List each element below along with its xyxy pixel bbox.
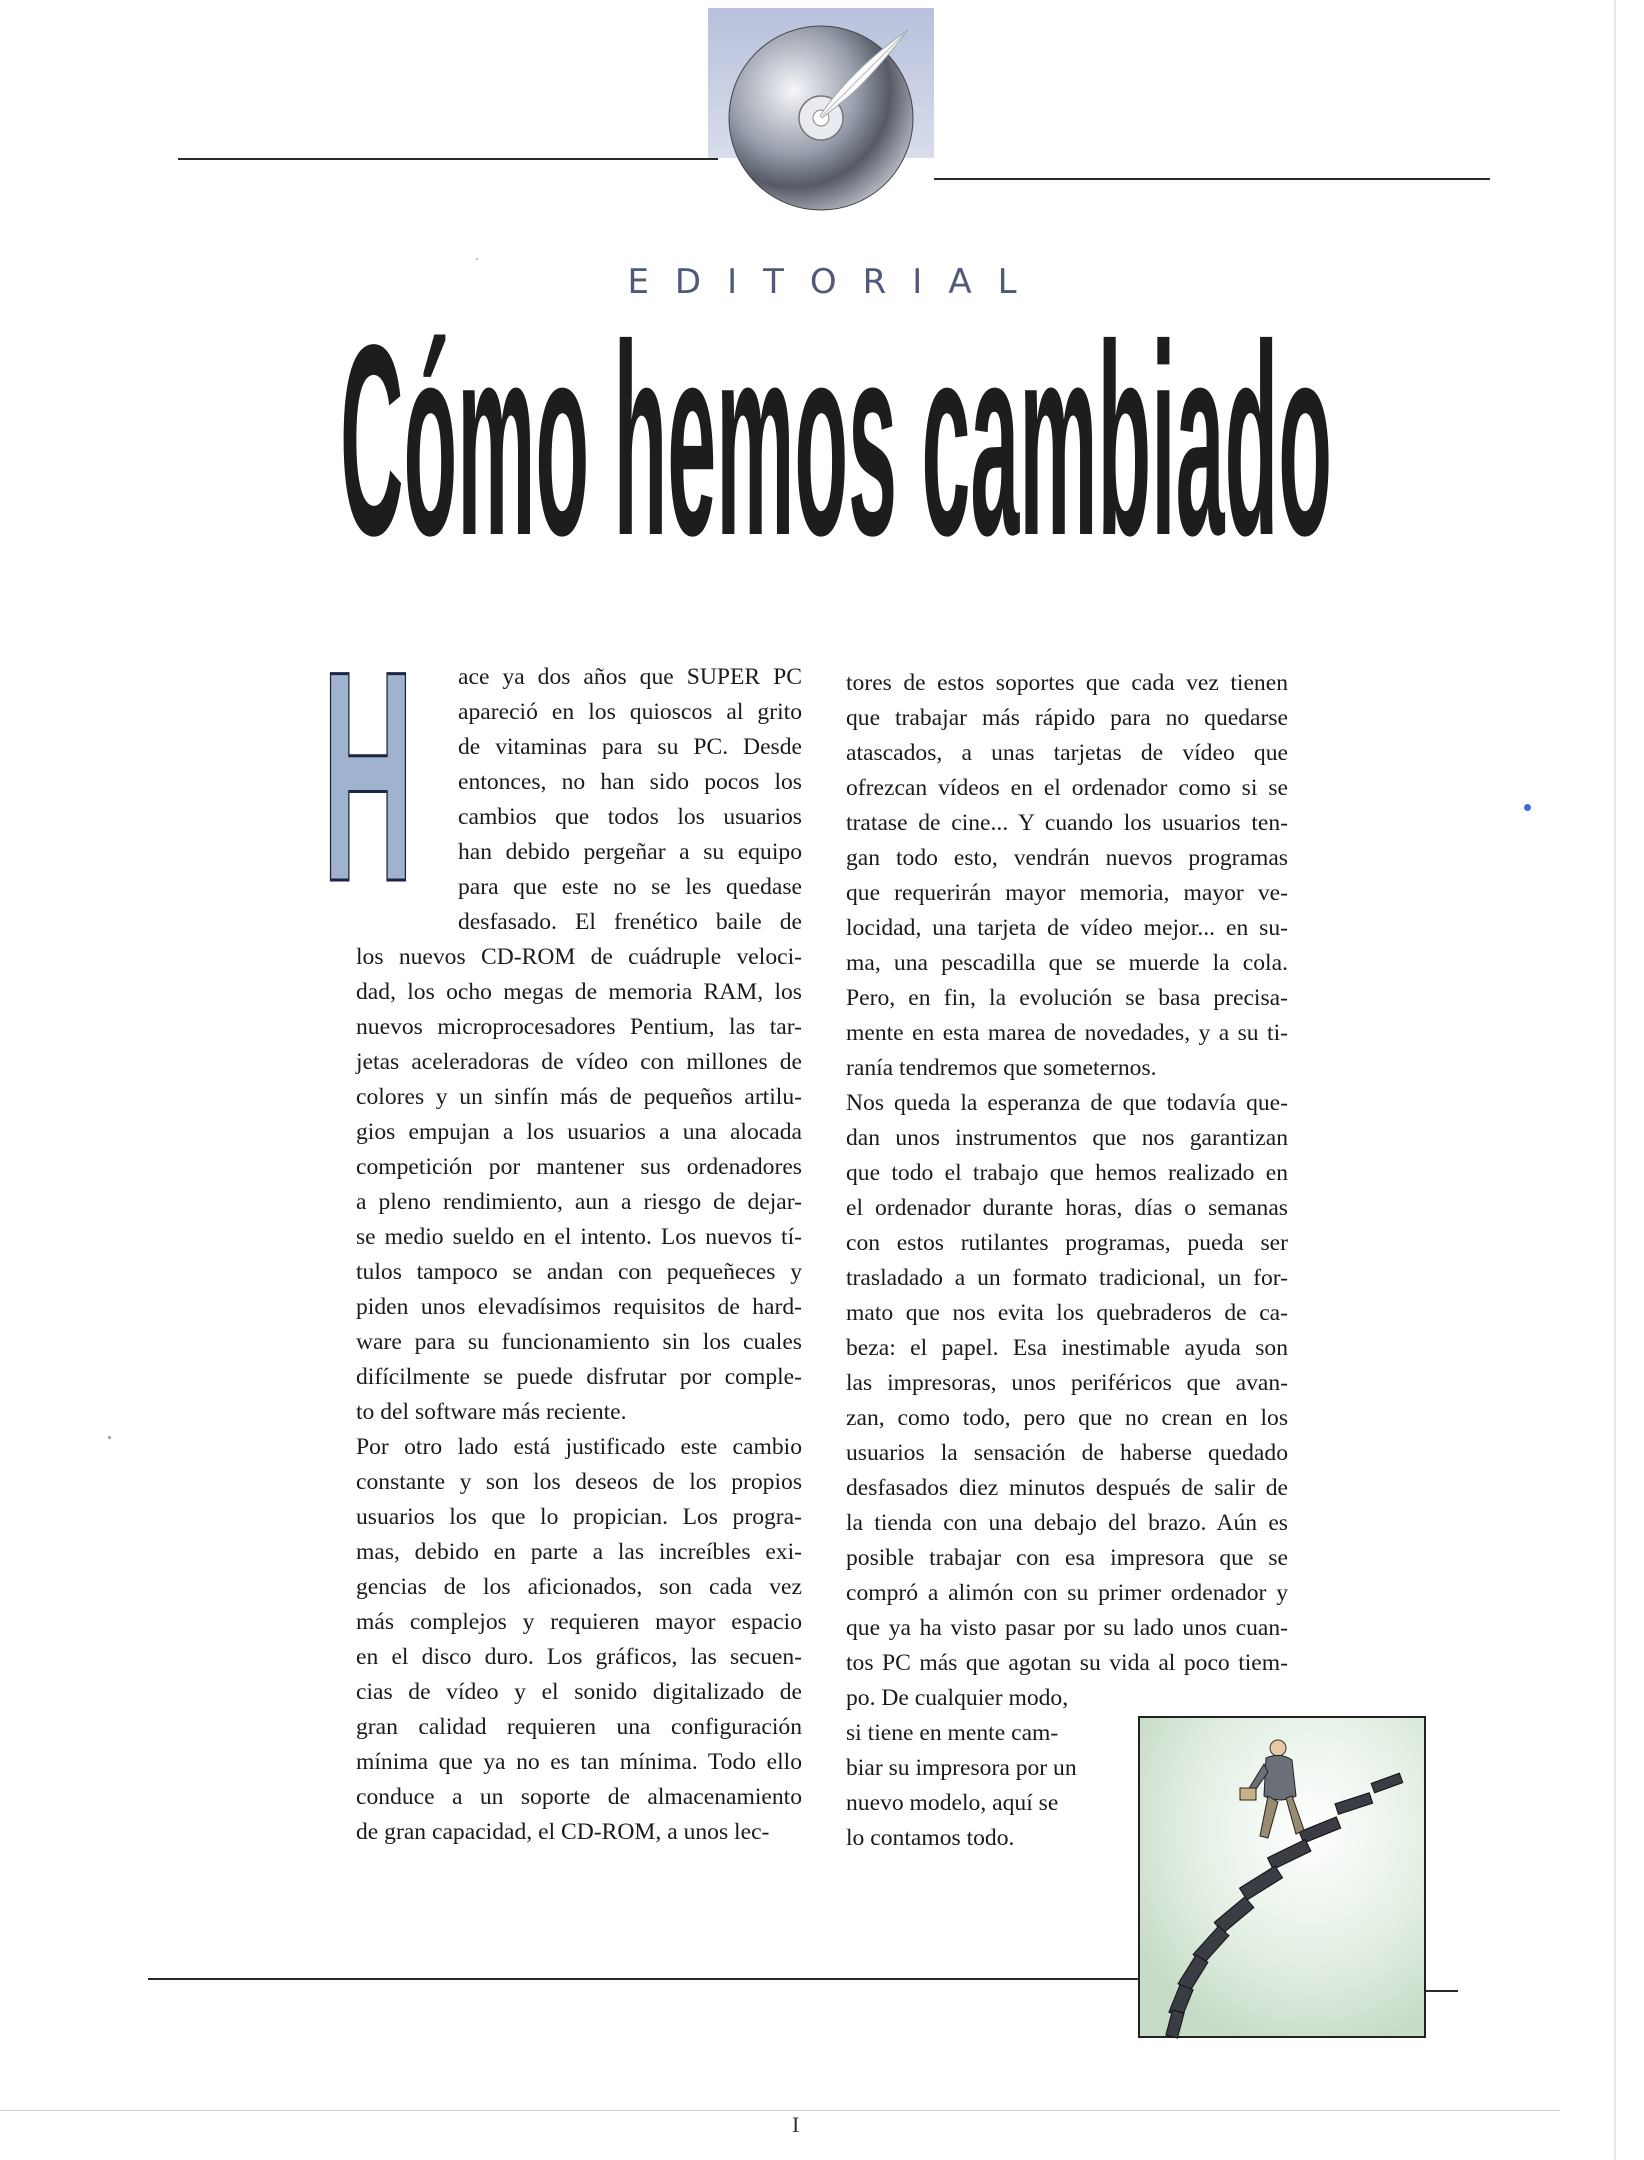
- article-line: nuevos microprocesadores Pentium, las tar-: [356, 1014, 802, 1040]
- article-line: constante y son los deseos de los propios: [356, 1469, 802, 1495]
- article-line: ware para su funcionamiento sin los cuales: [356, 1329, 802, 1355]
- page-edge-rule: [0, 2110, 1560, 2111]
- article-line: trasladado a un formato tradicional, un for-: [846, 1265, 1288, 1291]
- article-line: compró a alimón con su primer ordenador y: [846, 1580, 1288, 1606]
- top-rule-right: [934, 178, 1490, 180]
- article-line: tratase de cine... Y cuando los usuarios ten-: [846, 810, 1288, 836]
- article-line: colores y un sinfín más de pequeños artilu-: [356, 1084, 802, 1110]
- bottom-rule-right: [1422, 1990, 1458, 1992]
- article-line: para que este no se les quedase: [458, 874, 802, 900]
- article-line: han debido pergeñar a su equipo: [458, 839, 802, 865]
- article-line: posible trabajar con esa impresora que se: [846, 1545, 1288, 1571]
- article-line: difícilmente se puede disfrutar por comple-: [356, 1364, 802, 1390]
- article-line: mínima que ya no es tan mínima. Todo ello: [356, 1749, 802, 1775]
- article-line: lo contamos todo.: [846, 1825, 1015, 1851]
- article-line: mas, debido en parte a las increíbles exi-: [356, 1539, 802, 1565]
- article-line: Nos queda la esperanza de que todavía que-: [846, 1090, 1288, 1116]
- cd-quill-logo: [708, 8, 934, 212]
- article-line: conduce a un soporte de almacenamiento: [356, 1784, 802, 1810]
- drop-cap-letter: H: [322, 608, 414, 944]
- top-rule-left: [178, 158, 718, 160]
- article-line: que ya ha visto pasar por su lado unos cuan-: [846, 1615, 1288, 1641]
- article-column-left: [356, 660, 802, 1850]
- article-line: el ordenador durante horas, días o semanas: [846, 1195, 1288, 1221]
- article-line: tulos tampoco se andan con pequeñeces y: [356, 1259, 802, 1285]
- article-line: de gran capacidad, el CD-ROM, a unos lec-: [356, 1819, 770, 1845]
- article-line: mente en esta marea de novedades, y a su ti-: [846, 1020, 1288, 1046]
- article-line: Por otro lado está justificado este cambio: [356, 1434, 802, 1460]
- article-line: usuarios la sensación de haberse quedado: [846, 1440, 1288, 1466]
- article-line: desfasado. El frenético baile de: [458, 909, 802, 935]
- article-line: las impresoras, unos periféricos que avan-: [846, 1370, 1288, 1396]
- article-line: jetas aceleradoras de vídeo con millones de: [356, 1049, 802, 1075]
- article-line: nuevo modelo, aquí se: [846, 1790, 1059, 1816]
- illustration-chip-stairs: [1138, 1716, 1426, 2038]
- article-paragraph: [356, 1430, 802, 1850]
- headline-text: Cómo hemos cambiado: [340, 289, 1332, 593]
- article-line: desfasados diez minutos después de salir de: [846, 1475, 1288, 1501]
- article-line: ofrezcan vídeos en el ordenador como si se: [846, 775, 1288, 801]
- page-number: I: [792, 2112, 800, 2137]
- article-line: tores de estos soportes que cada vez tienen: [846, 670, 1288, 696]
- article-line: ace ya dos años que SUPER PC: [458, 664, 802, 690]
- article-line: cias de vídeo y el sonido digitalizado de: [356, 1679, 802, 1705]
- article-line: que requerirán mayor memoria, mayor ve-: [846, 880, 1288, 906]
- article-line: locidad, una tarjeta de vídeo mejor... en su-: [846, 915, 1288, 941]
- article-line: ranía tendremos que someternos.: [846, 1055, 1157, 1081]
- article-line: se medio sueldo en el intento. Los nuevos tí-: [356, 1224, 802, 1250]
- article-paragraph: [356, 660, 802, 1430]
- article-line: gios empujan a los usuarios a una alocada: [356, 1119, 802, 1145]
- page-edge-right: [1614, 0, 1616, 2160]
- article-line: dan unos instrumentos que nos garantizan: [846, 1125, 1288, 1151]
- article-line: to del software más reciente.: [356, 1399, 627, 1425]
- article-line: po. De cualquier modo,: [846, 1685, 1069, 1711]
- scan-speck: [108, 1436, 111, 1439]
- article-column-right: [846, 666, 1288, 1856]
- article-line: tos PC más que agotan su vida al poco tiem-: [846, 1650, 1288, 1676]
- article-line: competición por mantener sus ordenadores: [356, 1154, 802, 1180]
- scan-speck: [476, 258, 478, 260]
- article-line: de vitaminas para su PC. Desde: [458, 734, 802, 760]
- article-line: piden unos elevadísimos requisitos de hard-: [356, 1294, 802, 1320]
- article-line: gan todo esto, vendrán nuevos programas: [846, 845, 1288, 871]
- article-line: la tienda con una debajo del brazo. Aún es: [846, 1510, 1288, 1536]
- headline: [334, 289, 1344, 593]
- article-line: entonces, no han sido pocos los: [458, 769, 802, 795]
- article-line: que todo el trabajo que hemos realizado en: [846, 1160, 1288, 1186]
- article-line: a pleno rendimiento, aun a riesgo de dejar-: [356, 1189, 802, 1215]
- article-line: en el disco duro. Los gráficos, las secuen-: [356, 1644, 802, 1670]
- article-line: ma, una pescadilla que se muerde la cola.: [846, 950, 1288, 976]
- article-line: más complejos y requieren mayor espacio: [356, 1609, 802, 1635]
- article-line: con estos rutilantes programas, pueda ser: [846, 1230, 1288, 1256]
- article-line: biar su impresora por un: [846, 1755, 1077, 1781]
- article-line: Pero, en fin, la evolución se basa precisa-: [846, 985, 1288, 1011]
- scan-speck: [1524, 804, 1531, 811]
- article-line: que trabajar más rápido para no quedarse: [846, 705, 1288, 731]
- section-label: EDITORIAL: [627, 262, 1043, 302]
- bottom-rule-left: [148, 1978, 1140, 1980]
- article-line: zan, como todo, pero que no crean en los: [846, 1405, 1288, 1431]
- article-line: mato que nos evita los quebraderos de ca-: [846, 1300, 1288, 1326]
- article-line: cambios que todos los usuarios: [458, 804, 802, 830]
- article-line: beza: el papel. Esa inestimable ayuda son: [846, 1335, 1288, 1361]
- article-line: si tiene en mente cam-: [846, 1720, 1059, 1746]
- article-line: atascados, a unas tarjetas de vídeo que: [846, 740, 1288, 766]
- article-line: gencias de los aficionados, son cada vez: [356, 1574, 802, 1600]
- article-line: los nuevos CD-ROM de cuádruple veloci-: [356, 944, 802, 970]
- article-line: gran calidad requieren una configuración: [356, 1714, 802, 1740]
- article-line: dad, los ocho megas de memoria RAM, los: [356, 979, 802, 1005]
- article-line: apareció en los quioscos al grito: [458, 699, 802, 725]
- article-paragraph: [846, 666, 1288, 1086]
- article-line: usuarios los que lo propician. Los progra-: [356, 1504, 802, 1530]
